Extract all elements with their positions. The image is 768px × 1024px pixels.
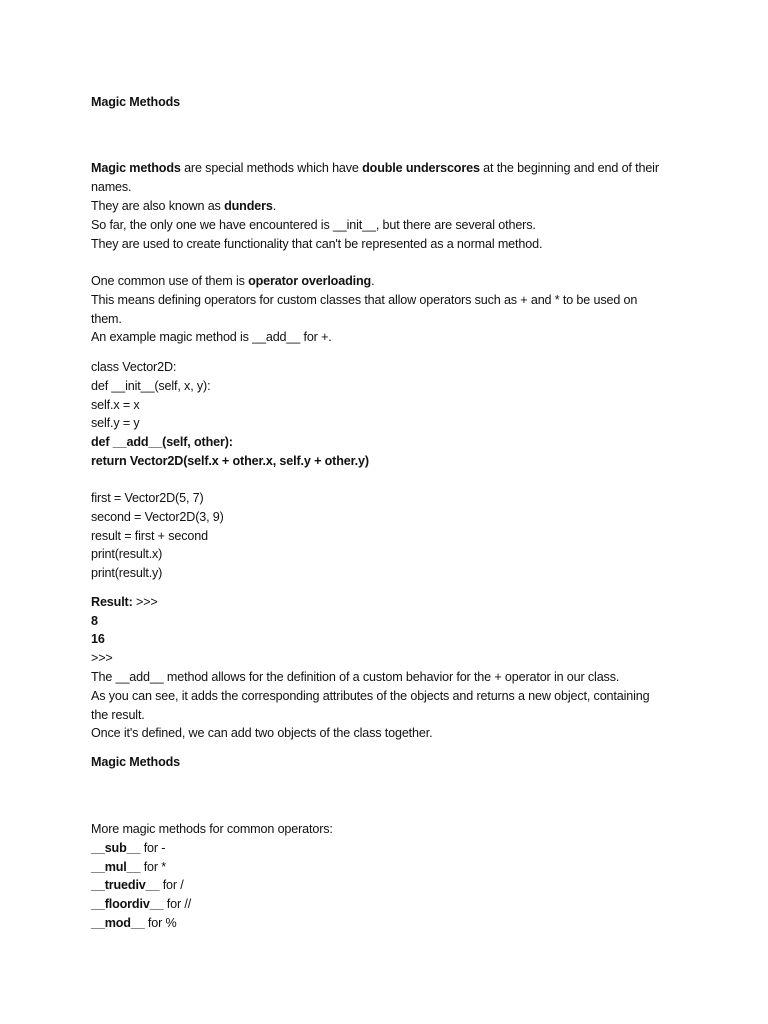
code-line: def __init__(self, x, y): [91, 379, 211, 393]
overloading-text: One common use of them is [91, 274, 249, 288]
operator-item [91, 840, 165, 856]
operator-method-name: __mul__ [91, 860, 141, 874]
intro-line-3 [91, 198, 276, 214]
code-line: print(result.x) [91, 547, 163, 561]
intro-line-4: So far, the only one we have encountered is __init__, but there are several others. [91, 218, 536, 232]
operator-description: for % [144, 916, 177, 930]
explanation-line: The __add__ method allows for the definition of a custom behavior for the + operator in our class. [91, 670, 620, 684]
intro-line-1 [91, 160, 659, 176]
code-line: self.y = y [91, 416, 140, 430]
code-line: print(result.y) [91, 566, 163, 580]
result-end-prompt: >>> [91, 651, 113, 665]
code-line: first = Vector2D(5, 7) [91, 491, 204, 505]
intro-text: at the beginning and end of their [479, 161, 659, 175]
operator-item [91, 915, 177, 931]
overloading-line-2: This means defining operators for custom classes that allow operators such as + and * to be used on [91, 293, 638, 307]
heading-magic-methods-2: Magic Methods [91, 755, 181, 769]
operator-method-name: __mod__ [91, 916, 145, 930]
operator-description: for // [163, 897, 192, 911]
intro-text: are special methods which have [180, 161, 363, 175]
term-operator-overloading: operator overloading [248, 274, 372, 288]
result-output: 8 [91, 614, 98, 628]
explanation-line: Once it's defined, we can add two objects of the class together. [91, 726, 433, 740]
result-label: Result: [91, 595, 133, 609]
term-dunders: dunders [224, 199, 273, 213]
operator-description: for - [140, 841, 166, 855]
code-line: def __add__(self, other): [91, 435, 233, 449]
term-magic-methods: Magic methods [91, 161, 181, 175]
explanation-line: As you can see, it adds the corresponding attributes of the objects and returns a new object, containing [91, 689, 650, 703]
term-double-underscores: double underscores [362, 161, 480, 175]
code-line: class Vector2D: [91, 360, 177, 374]
code-line: return Vector2D(self.x + other.x, self.y + other.y) [91, 454, 369, 468]
operator-description: for * [140, 860, 167, 874]
operator-method-name: __truediv__ [91, 878, 160, 892]
overloading-line-1 [91, 273, 374, 289]
operator-item [91, 859, 166, 875]
intro-line-5: They are used to create functionality that can't be represented as a normal method. [91, 237, 543, 251]
more-methods-intro: More magic methods for common operators: [91, 822, 333, 836]
code-line: result = first + second [91, 529, 208, 543]
overloading-line-3: them. [91, 312, 122, 326]
overloading-line-4: An example magic method is __add__ for +. [91, 330, 332, 344]
intro-text: They are also known as [91, 199, 225, 213]
operator-item [91, 877, 184, 893]
result-line [91, 594, 158, 610]
intro-text: . [272, 199, 277, 213]
operator-description: for / [159, 878, 184, 892]
code-line: second = Vector2D(3, 9) [91, 510, 224, 524]
result-prompt: >>> [132, 595, 158, 609]
heading-magic-methods: Magic Methods [91, 95, 181, 109]
operator-method-name: __floordiv__ [91, 897, 164, 911]
code-line: self.x = x [91, 398, 140, 412]
overloading-text: . [371, 274, 375, 288]
operator-item [91, 896, 191, 912]
intro-line-2: names. [91, 180, 132, 194]
explanation-line: the result. [91, 708, 145, 722]
result-output: 16 [91, 632, 105, 646]
operator-method-name: __sub__ [91, 841, 141, 855]
